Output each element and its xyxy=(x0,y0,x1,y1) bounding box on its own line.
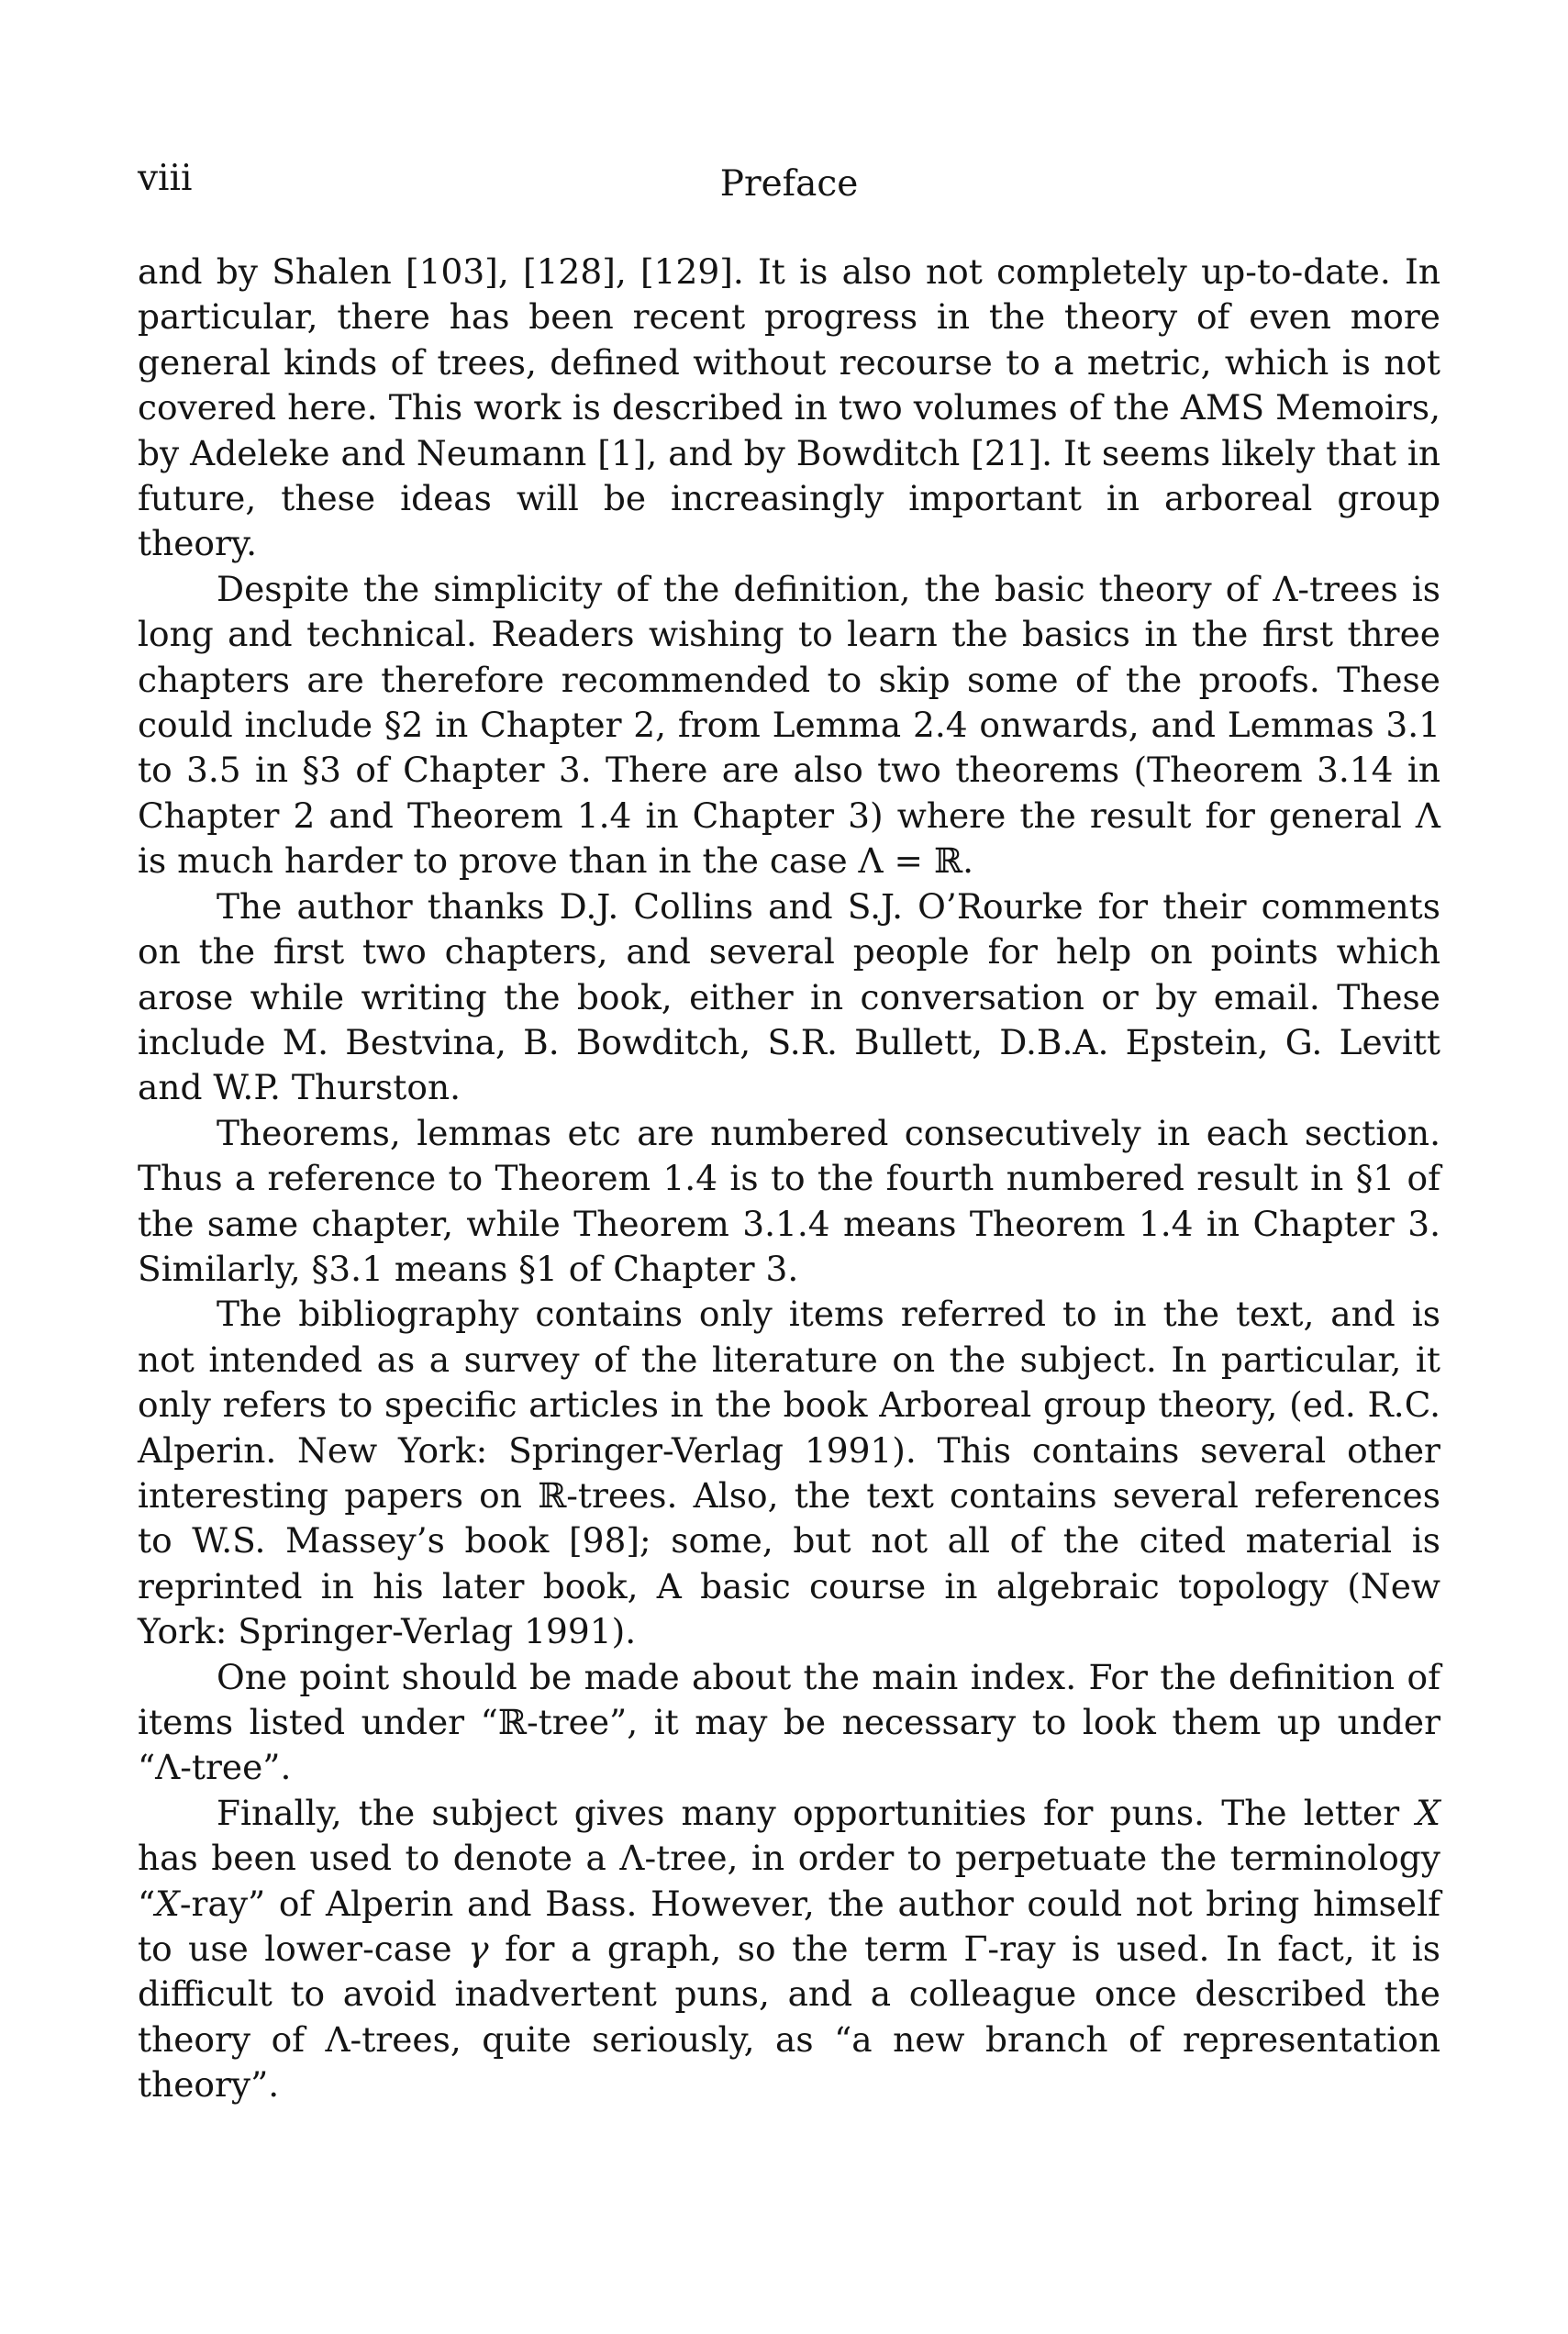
page-header xyxy=(138,158,1440,213)
puns-text-4: for a graph, so the term Γ-ray is used. In fact, it is difficult to avoid inadvertent puns, and a colleague once described the theory of Λ-trees, quite seriously, as “a new branch of representation theory”. xyxy=(138,1928,1441,2106)
paragraph-continuation: and by Shalen [103], [128], [129]. It is also not completely up-to-date. In particular, there has been recent progress in the theory of even more general kinds of trees, defined without recourse to a metric, which is not covered here. This work is described in two volumes of the AMS Memoirs, by Adeleke and Neumann [1], and by Bowditch [21]. It seems likely that in future, these ideas will be increasingly important in arboreal group theory. xyxy=(138,251,1440,564)
math-gamma: γ xyxy=(468,1928,489,1970)
paragraph-puns xyxy=(138,1791,1440,2108)
preface-body xyxy=(138,250,1440,2108)
puns-text-2: has been used to denote a Λ-tree, in order to perpetuate the terminology “ xyxy=(138,1838,1440,1924)
math-x: X xyxy=(1416,1792,1440,1833)
paragraph-basic-theory: Despite the simplicity of the definition, the basic theory of Λ-trees is long and technical. Readers wishing to learn the basics in the first three chapters are therefore recommended to skip some of the proofs. These could include §2 in Chapter 2, from Lemma 2.4 onwards, and Lemmas 3.1 to 3.5 in §3 of Chapter 3. There are also two theorems (Theorem 3.14 in Chapter 2 and Theorem 1.4 in Chapter 3) where the result for general Λ is much harder to prove than in the case Λ = ℝ. xyxy=(138,568,1440,882)
paragraph-bibliography: The bibliography contains only items referred to in the text, and is not intended as a survey of the literature on the subject. In particular, it only refers to specific articles in the book Arboreal group theory, (ed. R.C. Alperin. New York: Springer-Verlag 1991). This contains several other interesting papers on ℝ-trees. Also, the text contains several references to W.S. Massey’s book [98]; some, but not all of the cited material is reprinted in his later book, A basic course in algebraic topology (New York: Springer-Verlag 1991). xyxy=(138,1294,1440,1652)
paragraph-acknowledgements: The author thanks D.J. Collins and S.J. O’Rourke for their comments on the first two chapters, and several people for help on points which arose while writing the book, either in conversation or by email. These include M. Bestvina, B. Bowditch, S.R. Bullett, D.B.A. Epstein, G. Levitt and W.P. Thurston. xyxy=(138,885,1440,1108)
paragraph-index: One point should be made about the main index. For the definition of items listed under “ℝ-tree”, it may be necessary to look them up under “Λ-tree”. xyxy=(138,1656,1440,1788)
puns-text-1: Finally, the subject gives many opportunities for puns. The letter xyxy=(217,1792,1417,1833)
running-title: Preface xyxy=(719,163,859,205)
puns-text-3: -ray” of Alperin and Bass. However, the author could not bring himself to use lower-case xyxy=(138,1883,1440,1970)
math-x-ray: X xyxy=(155,1883,180,1924)
page-number: viii xyxy=(138,158,193,199)
paragraph-numbering: Theorems, lemmas etc are numbered consecutively in each section. Thus a reference to Theorem 1.4 is to the fourth numbered result in §1 of the same chapter, while Theorem 3.1.4 means Theorem 1.4 in Chapter 3. Similarly, §3.1 means §1 of Chapter 3. xyxy=(138,1112,1440,1289)
